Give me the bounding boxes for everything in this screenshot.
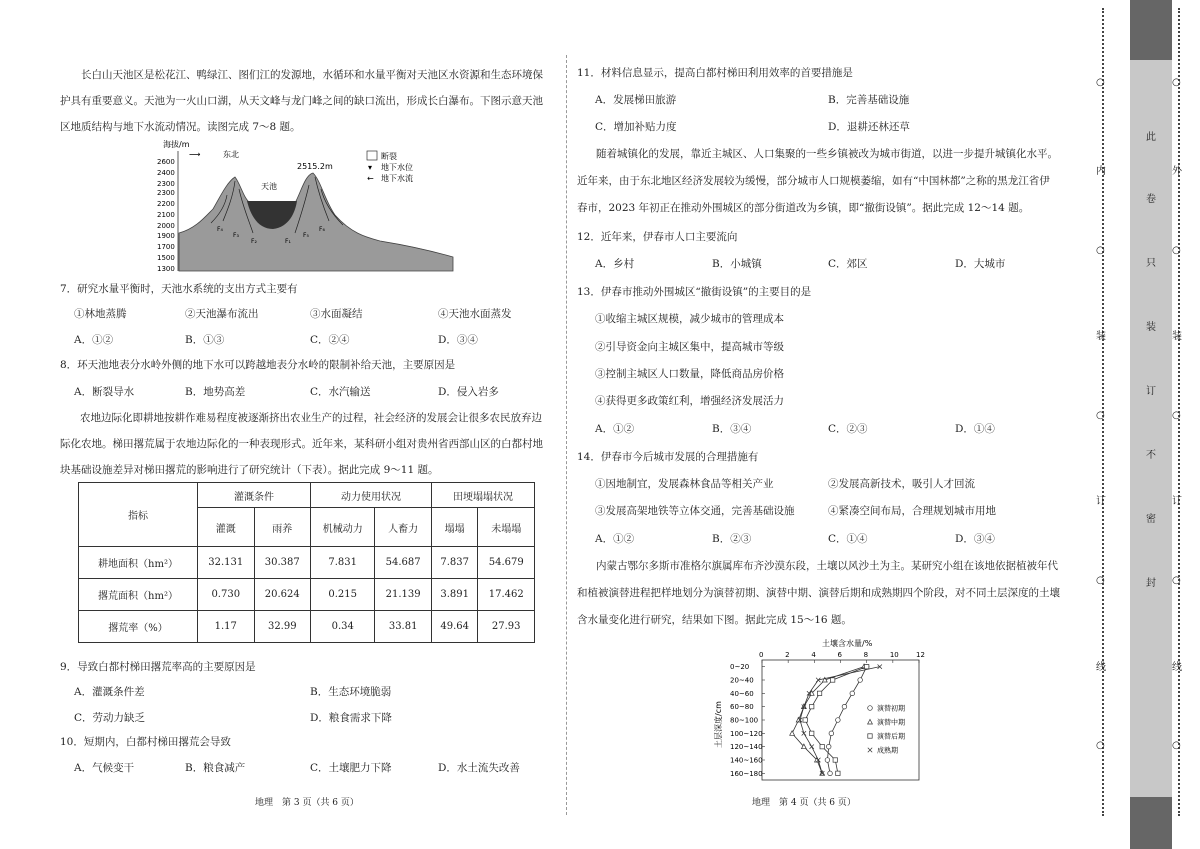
x-tick-label: 4 — [811, 651, 816, 659]
fig1-direction: 东北 — [223, 150, 239, 159]
data-point — [836, 771, 840, 775]
table-sub-header: 机械动力 — [311, 508, 375, 547]
data-point — [826, 744, 831, 749]
data-point — [829, 731, 834, 736]
question-9-stem: 9．导致白都村梯田撂荒率高的主要原因是 — [60, 661, 256, 673]
svg-text:地下水流: 地下水流 — [381, 174, 413, 183]
chart-title: 土壤含水量/% — [822, 639, 873, 648]
table-sub-header: 雨养 — [254, 508, 311, 547]
table-row: 撂荒率（%） 1.17 32.99 0.34 33.81 49.64 27.93 — [79, 611, 535, 643]
y-tick-label: 20~40 — [730, 676, 754, 685]
y-tick-label: 80~100 — [730, 716, 759, 725]
svg-text:1500: 1500 — [157, 254, 175, 262]
fig1-y-ticks — [157, 158, 175, 273]
table-sub-header: 人畜力 — [375, 508, 432, 547]
data-point — [828, 771, 833, 776]
data-point — [830, 678, 834, 682]
svg-text:2200: 2200 — [157, 200, 175, 208]
y-tick-label: 60~80 — [730, 703, 754, 712]
question-7-stem: 7．研究水量平衡时，天池水系统的支出方式主要有 — [60, 283, 298, 295]
terrain-profile — [179, 173, 453, 271]
svg-text:F₅: F₅ — [303, 232, 309, 239]
y-tick-label: 0~20 — [730, 663, 750, 672]
svg-text:2600: 2600 — [157, 158, 175, 166]
terrace-statistics-table — [78, 482, 535, 643]
question-10-stem: 10．短期内，白都村梯田撂荒会导致 — [60, 736, 231, 748]
y-tick-label: 140~160 — [730, 756, 763, 765]
y-tick-label: 100~120 — [730, 729, 763, 738]
data-point — [817, 691, 821, 695]
table-sub-header: 塌塌 — [431, 508, 478, 547]
data-point — [868, 706, 873, 711]
svg-text:2000: 2000 — [157, 222, 175, 230]
table-sub-header: 未塌塌 — [478, 508, 535, 547]
svg-text:←: ← — [367, 174, 374, 183]
tianchi-cross-section-figure — [155, 137, 455, 275]
data-point — [790, 731, 795, 736]
data-point — [803, 718, 807, 722]
svg-text:2300: 2300 — [157, 189, 175, 197]
svg-text:2300: 2300 — [157, 180, 175, 188]
x-tick-label: 6 — [837, 651, 842, 659]
x-tick-label: 12 — [916, 651, 925, 659]
data-point — [810, 704, 814, 708]
y-tick-label: 160~180 — [730, 769, 763, 778]
svg-text:F₄: F₄ — [217, 226, 223, 233]
question-14-stem: 14．伊春市今后城市发展的合理措施有 — [577, 451, 759, 463]
data-point — [842, 704, 847, 709]
binding-margin: ○ 内 ○ 装 ○ 订 ○ 线 ○ 此 卷 只 装 订 不 密 封 ○ 外 ○ 装 ○ 订 ○ 线 ○ — [1083, 0, 1200, 849]
fig1-lake-label: 天池 — [261, 182, 277, 191]
y-tick-label: 120~140 — [730, 743, 763, 752]
x-tick-label: 0 — [759, 651, 764, 659]
y-tick-label: 40~60 — [730, 689, 754, 698]
legend-entry: 演替中期 — [877, 718, 905, 727]
svg-text:F₆: F₆ — [319, 226, 325, 233]
x-tick-label: 8 — [863, 651, 869, 659]
page-footer-left: 地理 第 3 页（共 6 页） — [255, 798, 359, 808]
data-point — [810, 731, 814, 735]
data-point — [858, 678, 863, 683]
data-point — [868, 748, 872, 752]
table-group-header: 田埂塌塌状况 — [431, 483, 534, 508]
fig1-y-label: 海拔/m — [163, 140, 190, 149]
data-point — [802, 731, 806, 735]
x-tick-label: 2 — [785, 651, 790, 659]
data-point — [836, 718, 841, 723]
svg-text:1700: 1700 — [157, 243, 175, 251]
data-point — [833, 758, 837, 762]
soil-moisture-chart — [710, 636, 930, 786]
table-group-header: 动力使用状况 — [311, 483, 432, 508]
chart-y-label: 土层深度/cm — [714, 701, 723, 748]
svg-text:▾: ▾ — [368, 163, 373, 172]
svg-text:1900: 1900 — [157, 232, 175, 240]
svg-text:F₁: F₁ — [285, 238, 291, 245]
question-8-stem: 8．环天池地表分水岭外侧的地下水可以跨越地表分水岭的限制补给天池，主要原因是 — [60, 359, 456, 371]
data-point — [868, 734, 872, 738]
fig1-peak-label: 2515.2m — [297, 162, 333, 171]
data-point — [864, 664, 868, 668]
table-group-header: 灌溉条件 — [198, 483, 311, 508]
data-point — [868, 719, 873, 724]
svg-text:⟶: ⟶ — [189, 150, 201, 159]
table-row: 撂荒面积（hm²） 0.730 20.624 0.215 21.139 3.891 17.462 — [79, 579, 535, 611]
table-corner-header: 指标 — [79, 483, 198, 547]
table-sub-header: 灌溉 — [198, 508, 255, 547]
table-row: 耕地面积（hm²） 32.131 30.387 7.831 54.687 7.837 54.679 — [79, 547, 535, 579]
data-point — [825, 758, 830, 763]
column-divider — [566, 55, 567, 815]
svg-text:F₂: F₂ — [251, 238, 257, 245]
binding-gray-band — [1130, 0, 1172, 60]
legend-entry: 演替后期 — [877, 732, 905, 741]
svg-text:2100: 2100 — [157, 211, 175, 219]
svg-text:断裂: 断裂 — [381, 152, 397, 161]
svg-text:2400: 2400 — [157, 169, 175, 177]
intro-paragraph-1: 长白山天池区是松花江、鸭绿江、图们江的发源地，水循环和水量平衡对天池区水资源和生态环境保 护具有重要意义。天池为一火山口湖，从天文峰与龙门峰之间的缺口流出，形成长白瀑布。下图示意天池 区地质结构与地下水流动情况。读图完成 7～8 题。 — [60, 69, 543, 133]
svg-text:F₃: F₃ — [233, 232, 239, 239]
binding-light-band — [1130, 60, 1172, 797]
data-point — [810, 744, 814, 748]
question-11-stem: 11．材料信息显示，提高白都村梯田利用效率的首要措施是 — [577, 67, 853, 79]
fig1-legend — [367, 151, 413, 183]
series-line — [827, 667, 866, 774]
question-12-stem: 12．近年来，伊春市人口主要流向 — [577, 231, 738, 243]
legend-entry: 成熟期 — [877, 746, 898, 755]
binding-gray-band-bottom — [1130, 797, 1172, 849]
data-point — [850, 691, 855, 696]
legend-entry: 演替初期 — [877, 704, 905, 713]
x-tick-label: 10 — [889, 651, 899, 659]
svg-text:地下水位: 地下水位 — [381, 163, 413, 172]
svg-text:1300: 1300 — [157, 265, 175, 273]
question-13-stem: 13．伊春市推动外围城区“撤街设镇”的主要目的是 — [577, 286, 812, 298]
page-footer-right: 地理 第 4 页（共 6 页） — [752, 798, 856, 808]
data-point — [820, 744, 824, 748]
